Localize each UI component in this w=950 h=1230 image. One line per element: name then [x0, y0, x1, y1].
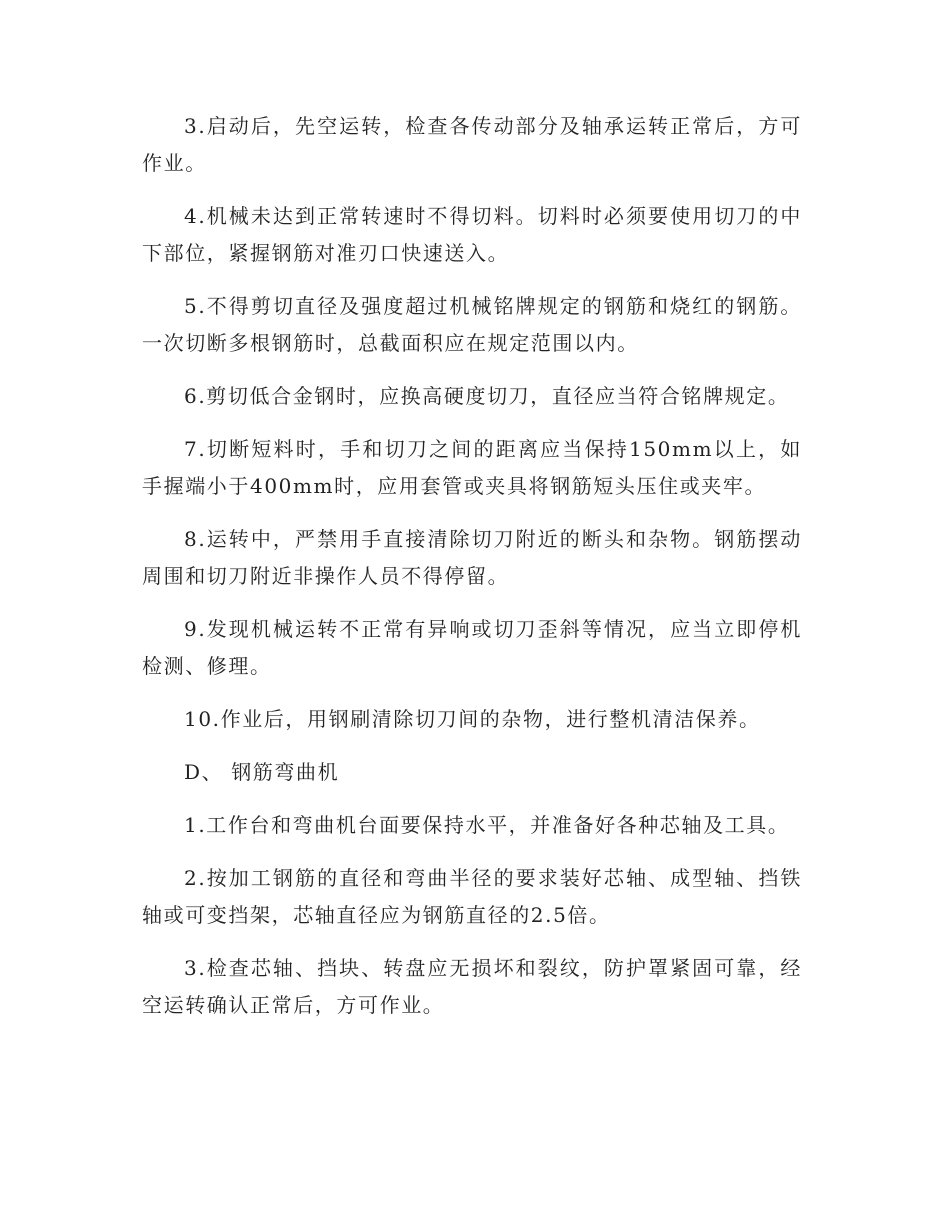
- paragraph-bender-step-3: 3.检查芯轴、挡块、转盘应无损坏和裂纹，防护罩紧固可靠，经空运转确认正常后，方可作业。: [142, 956, 802, 1017]
- paragraph-cutter-step-7: 7.切断短料时，手和切刀之间的距离应当保持150mm以上，如手握端小于400mm时，应用套管或夹具将钢筋短头压住或夹牢。: [142, 437, 802, 498]
- paragraph-cutter-step-10: 10.作业后，用钢刷清除切刀间的杂物，进行整机清洁保养。: [184, 707, 761, 731]
- paragraph-cutter-step-3: 3.启动后，先空运转，检查各传动部分及轴承运转正常后，方可作业。: [142, 114, 802, 175]
- paragraph-cutter-step-4: 4.机械未达到正常转速时不得切料。切料时必须要使用切刀的中下部位，紧握钢筋对准刃口快速送入。: [142, 204, 802, 265]
- paragraph-cutter-step-5: 5.不得剪切直径及强度超过机械铭牌规定的钢筋和烧红的钢筋。一次切断多根钢筋时，总截面积应在规定范围以内。: [142, 294, 802, 355]
- paragraph-cutter-step-8: 8.运转中，严禁用手直接清除切刀附近的断头和杂物。钢筋摆动周围和切刀附近非操作人员不得停留。: [142, 527, 802, 588]
- paragraph-bender-step-1: 1.工作台和弯曲机台面要保持水平，并准备好各种芯轴及工具。: [184, 813, 790, 837]
- paragraph-cutter-step-6: 6.剪切低合金钢时，应换高硬度切刀，直径应当符合铭牌规定。: [184, 384, 790, 408]
- paragraph-bender-step-2: 2.按加工钢筋的直径和弯曲半径的要求装好芯轴、成型轴、挡铁轴或可变挡架，芯轴直径应为钢筋直径的2.5倍。: [142, 866, 802, 927]
- document-body: [142, 108, 802, 1040]
- section-heading-bending-machine: D、 钢筋弯曲机: [184, 760, 340, 784]
- paragraph-cutter-step-9: 9.发现机械运转不正常有异响或切刀歪斜等情况，应当立即停机检测、修理。: [142, 617, 802, 678]
